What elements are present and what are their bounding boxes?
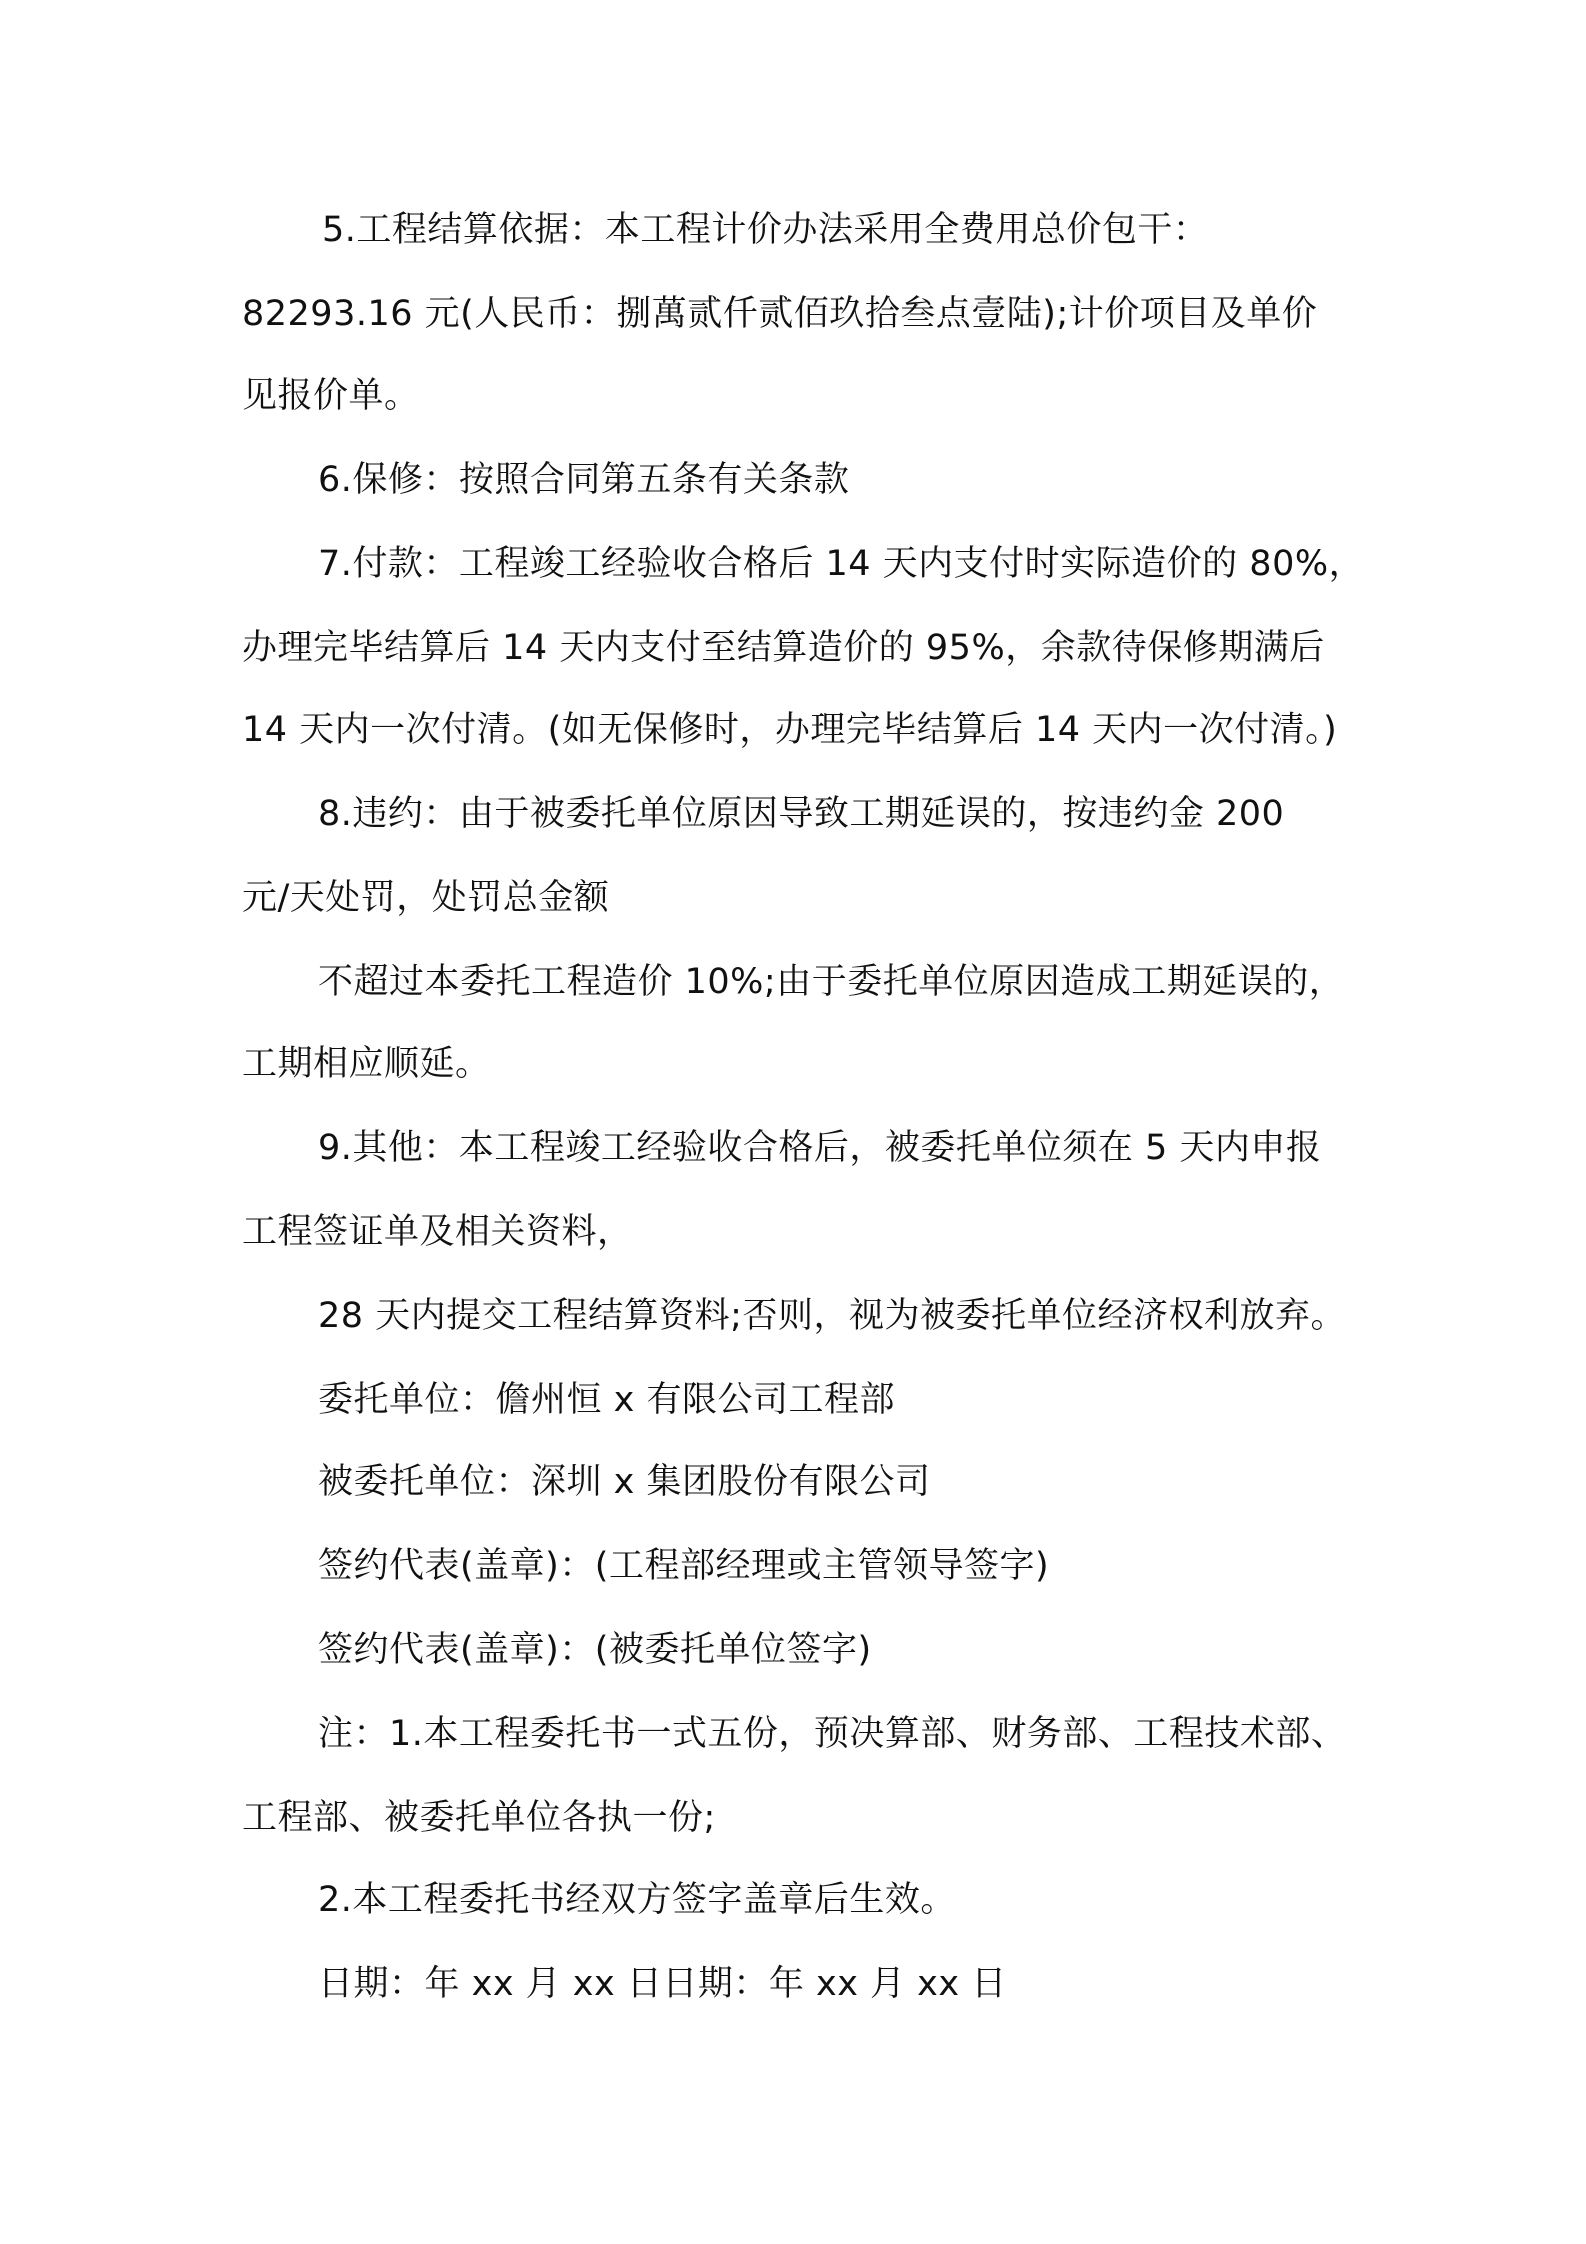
clause-8-line-1: 8.违约：由于被委托单位原因导致工期延误的，按违约金 200 [318,794,1285,834]
date-line: 日期：年 xx 月 xx 日日期：年 xx 月 xx 日 [318,1964,1007,2004]
clause-8-line-3: 不超过本委托工程造价 10%;由于委托单位原因造成工期延误的， [318,962,1345,1002]
note-line-3: 2.本工程委托书经双方签字盖章后生效。 [318,1880,956,1920]
clause-6-line-1: 6.保修：按照合同第五条有关条款 [318,460,850,500]
clause-5-line-2: 82293.16 元(人民币：捌萬贰仟贰佰玖拾叁点壹陆);计价项目及单价 [242,294,1318,334]
clause-5-line-1: 5.工程结算依据：本工程计价办法采用全费用总价包干： [322,210,1209,250]
clause-5-line-3: 见报价单。 [242,376,420,416]
contractor-representative-line: 签约代表(盖章)：(被委托单位签字) [318,1630,872,1670]
client-representative-line: 签约代表(盖章)：(工程部经理或主管领导签字) [318,1546,1050,1586]
note-line-2: 工程部、被委托单位各执一份; [242,1798,716,1838]
clause-7-line-1: 7.付款：工程竣工经验收合格后 14 天内支付时实际造价的 80%， [318,544,1365,584]
clause-7-line-2: 办理完毕结算后 14 天内支付至结算造价的 95%，余款待保修期满后 [242,628,1325,668]
clause-9-line-1: 9.其他：本工程竣工经验收合格后，被委托单位须在 5 天内申报 [318,1128,1322,1168]
contractor-unit-line: 被委托单位：深圳 x 集团股份有限公司 [318,1462,931,1502]
clause-8-line-2: 元/天处罚，处罚总金额 [242,878,610,918]
clause-9-line-3: 28 天内提交工程结算资料;否则，视为被委托单位经济权利放弃。 [318,1296,1346,1336]
note-line-1: 注：1.本工程委托书一式五份，预决算部、财务部、工程技术部、 [318,1714,1347,1754]
clause-9-line-2: 工程签证单及相关资料， [242,1212,633,1252]
client-unit-line: 委托单位：儋州恒 x 有限公司工程部 [318,1380,895,1420]
clause-8-line-4: 工期相应顺延。 [242,1044,491,1084]
clause-7-line-3: 14 天内一次付清。(如无保修时，办理完毕结算后 14 天内一次付清。) [242,710,1338,750]
